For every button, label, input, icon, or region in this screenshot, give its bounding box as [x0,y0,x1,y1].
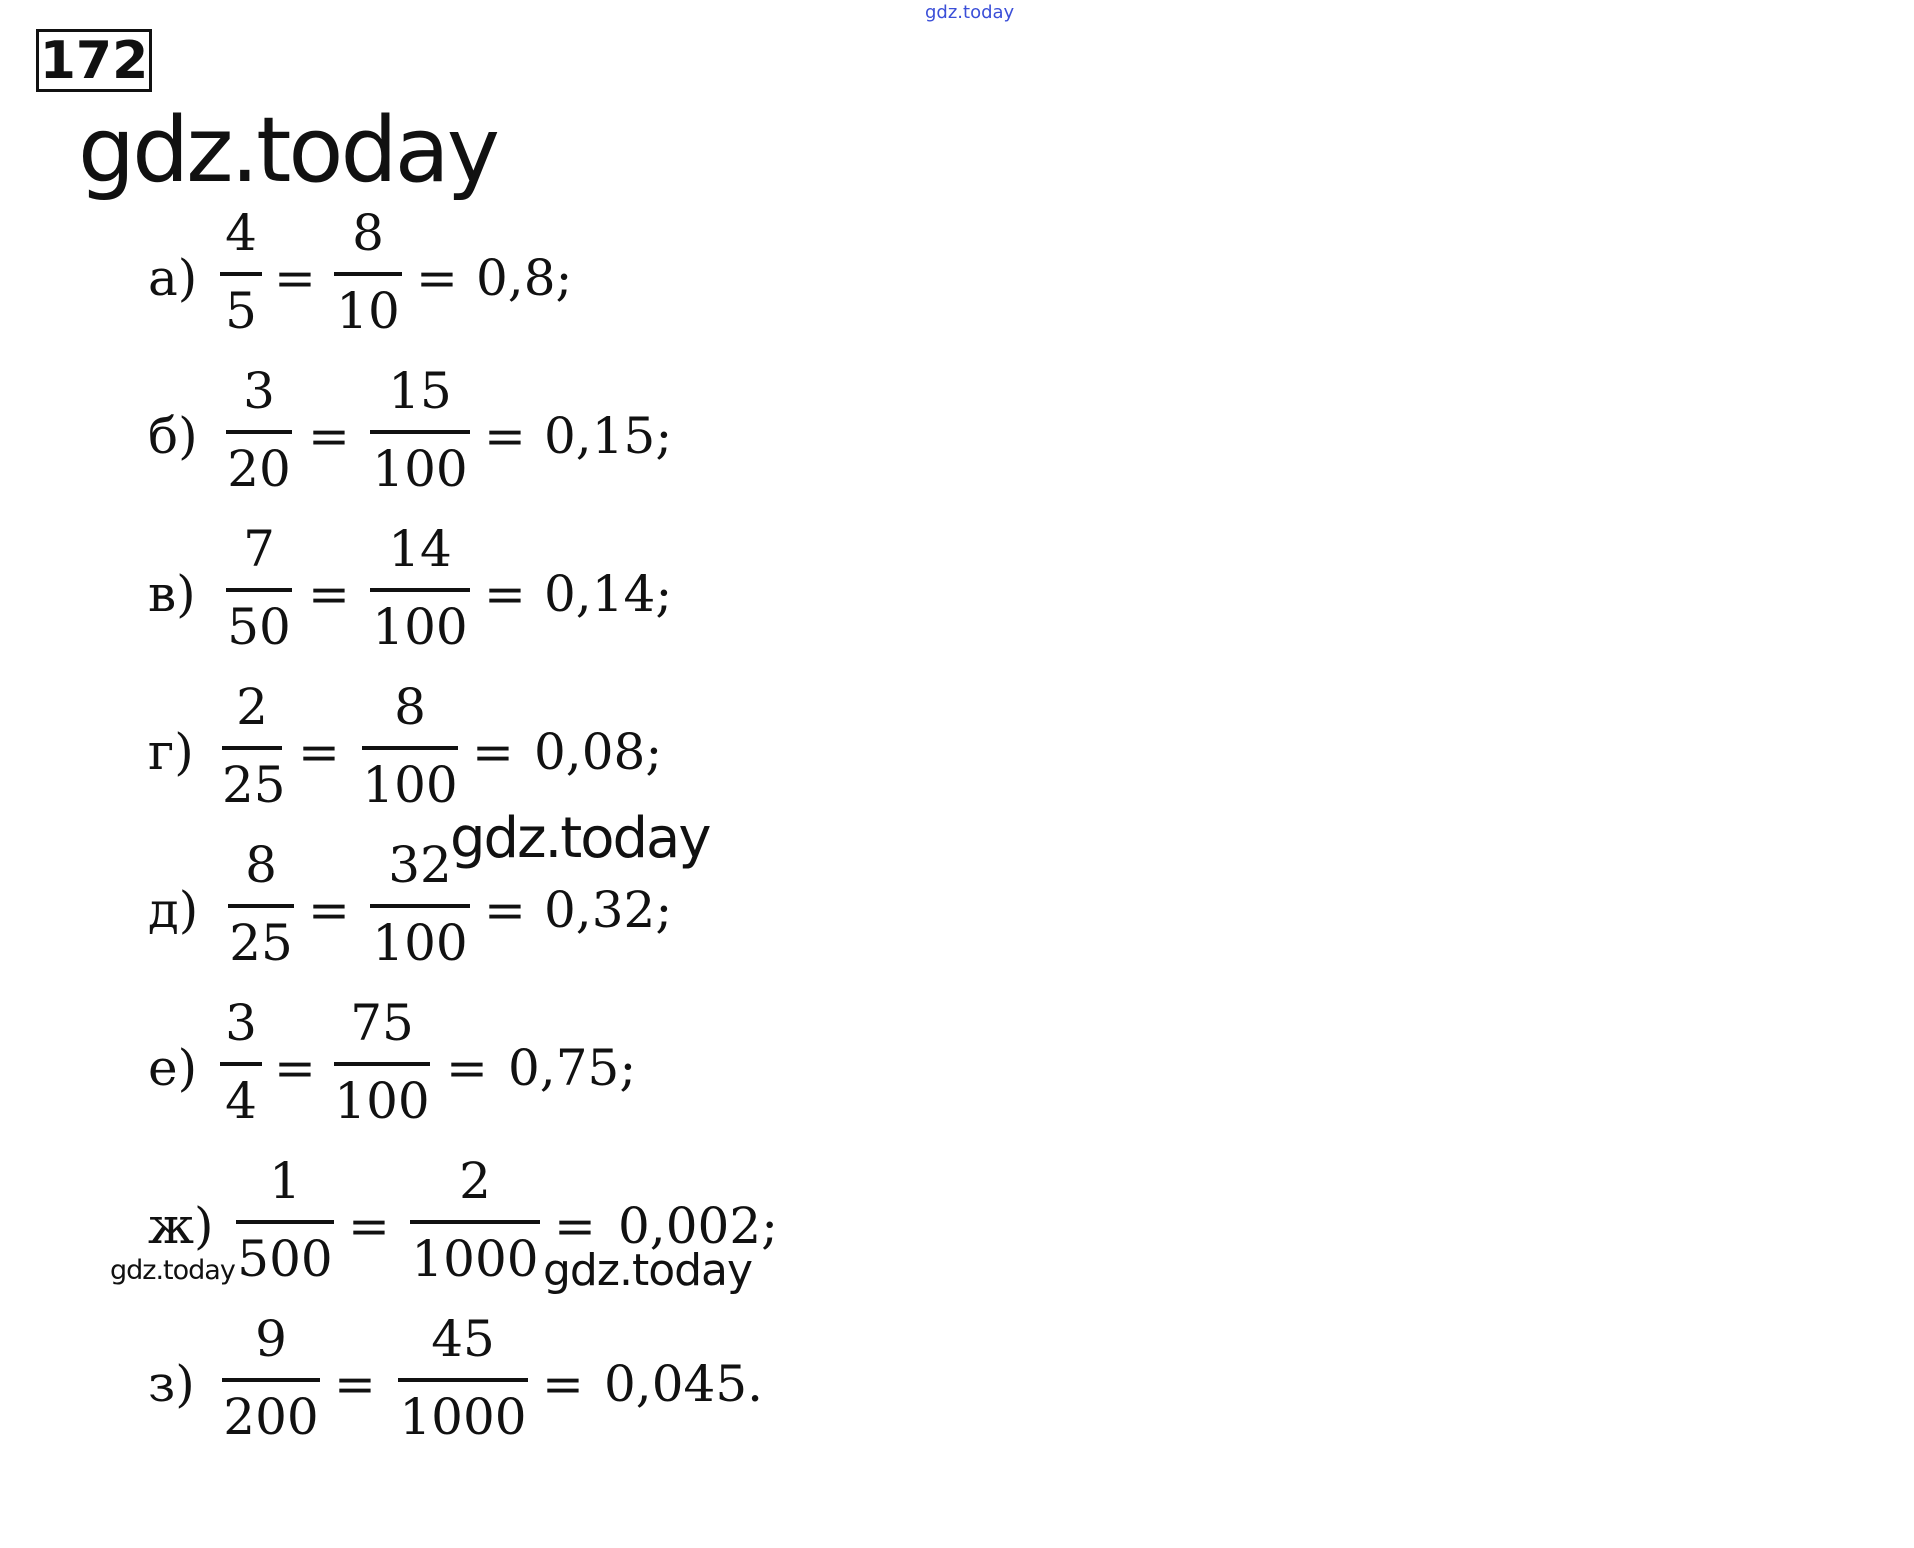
equals-sign: = [308,407,350,465]
equals-sign: = [542,1355,584,1413]
equals-sign: = [554,1197,596,1255]
equals-sign: = [274,249,316,307]
fraction-bar [236,1220,334,1224]
fraction-bar [370,588,470,592]
equals-sign: = [308,881,350,939]
fraction-bar [410,1220,540,1224]
watermark-right: gdz.today [543,1245,753,1296]
fraction-bar [398,1378,528,1382]
numerator: 75 [350,994,414,1052]
item-label: ж) [148,1197,214,1255]
denominator: 20 [227,440,291,498]
item-label: з) [148,1355,195,1413]
watermark-middle: gdz.today [450,806,710,871]
numerator: 8 [352,204,384,262]
equals-sign: = [348,1197,390,1255]
equals-sign: = [416,249,458,307]
decimal-result: 0,14; [544,565,673,623]
denominator: 25 [229,914,293,972]
fraction-bar [334,1062,430,1066]
numerator: 8 [245,836,277,894]
item-label: г) [148,723,194,781]
equals-sign: = [308,565,350,623]
numerator: 45 [431,1310,495,1368]
watermark-top: gdz.today [925,2,1015,23]
numerator: 3 [243,362,275,420]
fraction-bar [370,430,470,434]
numerator: 8 [394,678,426,736]
fraction-bar [220,272,262,276]
denominator: 1000 [411,1230,539,1288]
numerator: 1 [269,1152,301,1210]
decimal-result: 0,08; [534,723,663,781]
fraction-bar [222,746,282,750]
decimal-result: 0,15; [544,407,673,465]
denominator: 4 [225,1072,257,1130]
item-label: а) [148,249,198,307]
equals-sign: = [484,407,526,465]
denominator: 100 [372,598,468,656]
equals-sign: = [472,723,514,781]
denominator: 25 [222,756,286,814]
numerator: 3 [225,994,257,1052]
numerator: 15 [388,362,452,420]
denominator: 100 [334,1072,430,1130]
fraction-bar [226,588,292,592]
fraction-bar [226,430,292,434]
denominator: 100 [372,914,468,972]
equals-sign: = [334,1355,376,1413]
numerator: 2 [236,678,268,736]
numerator: 32 [388,836,452,894]
denominator: 1000 [399,1388,527,1446]
numerator: 4 [225,204,257,262]
equals-sign: = [274,1039,316,1097]
decimal-result: 0,8; [476,249,573,307]
fraction-bar [362,746,458,750]
numerator: 14 [388,520,452,578]
equals-sign: = [484,881,526,939]
fraction-bar [220,1062,262,1066]
item-label: в) [148,565,196,623]
denominator: 50 [227,598,291,656]
decimal-result: 0,75; [508,1039,637,1097]
decimal-result: 0,002; [618,1197,778,1255]
denominator: 10 [336,282,400,340]
denominator: 200 [223,1388,319,1446]
denominator: 5 [225,282,257,340]
item-label: е) [148,1039,198,1097]
denominator: 500 [237,1230,333,1288]
decimal-result: 0,32; [544,881,673,939]
task-number: 172 [36,29,152,92]
denominator: 100 [372,440,468,498]
item-label: б) [148,407,198,465]
fraction-bar [228,904,294,908]
fraction-bar [370,904,470,908]
equals-sign: = [446,1039,488,1097]
fraction-bar [222,1378,320,1382]
watermark-small: gdz.today [110,1255,235,1286]
numerator: 7 [243,520,275,578]
decimal-result: 0,045. [604,1355,764,1413]
equals-sign: = [484,565,526,623]
fraction-bar [334,272,402,276]
equals-sign: = [298,723,340,781]
numerator: 2 [459,1152,491,1210]
item-label: д) [148,881,199,939]
numerator: 9 [255,1310,287,1368]
denominator: 100 [362,756,458,814]
watermark-large: gdz.today [78,98,498,203]
